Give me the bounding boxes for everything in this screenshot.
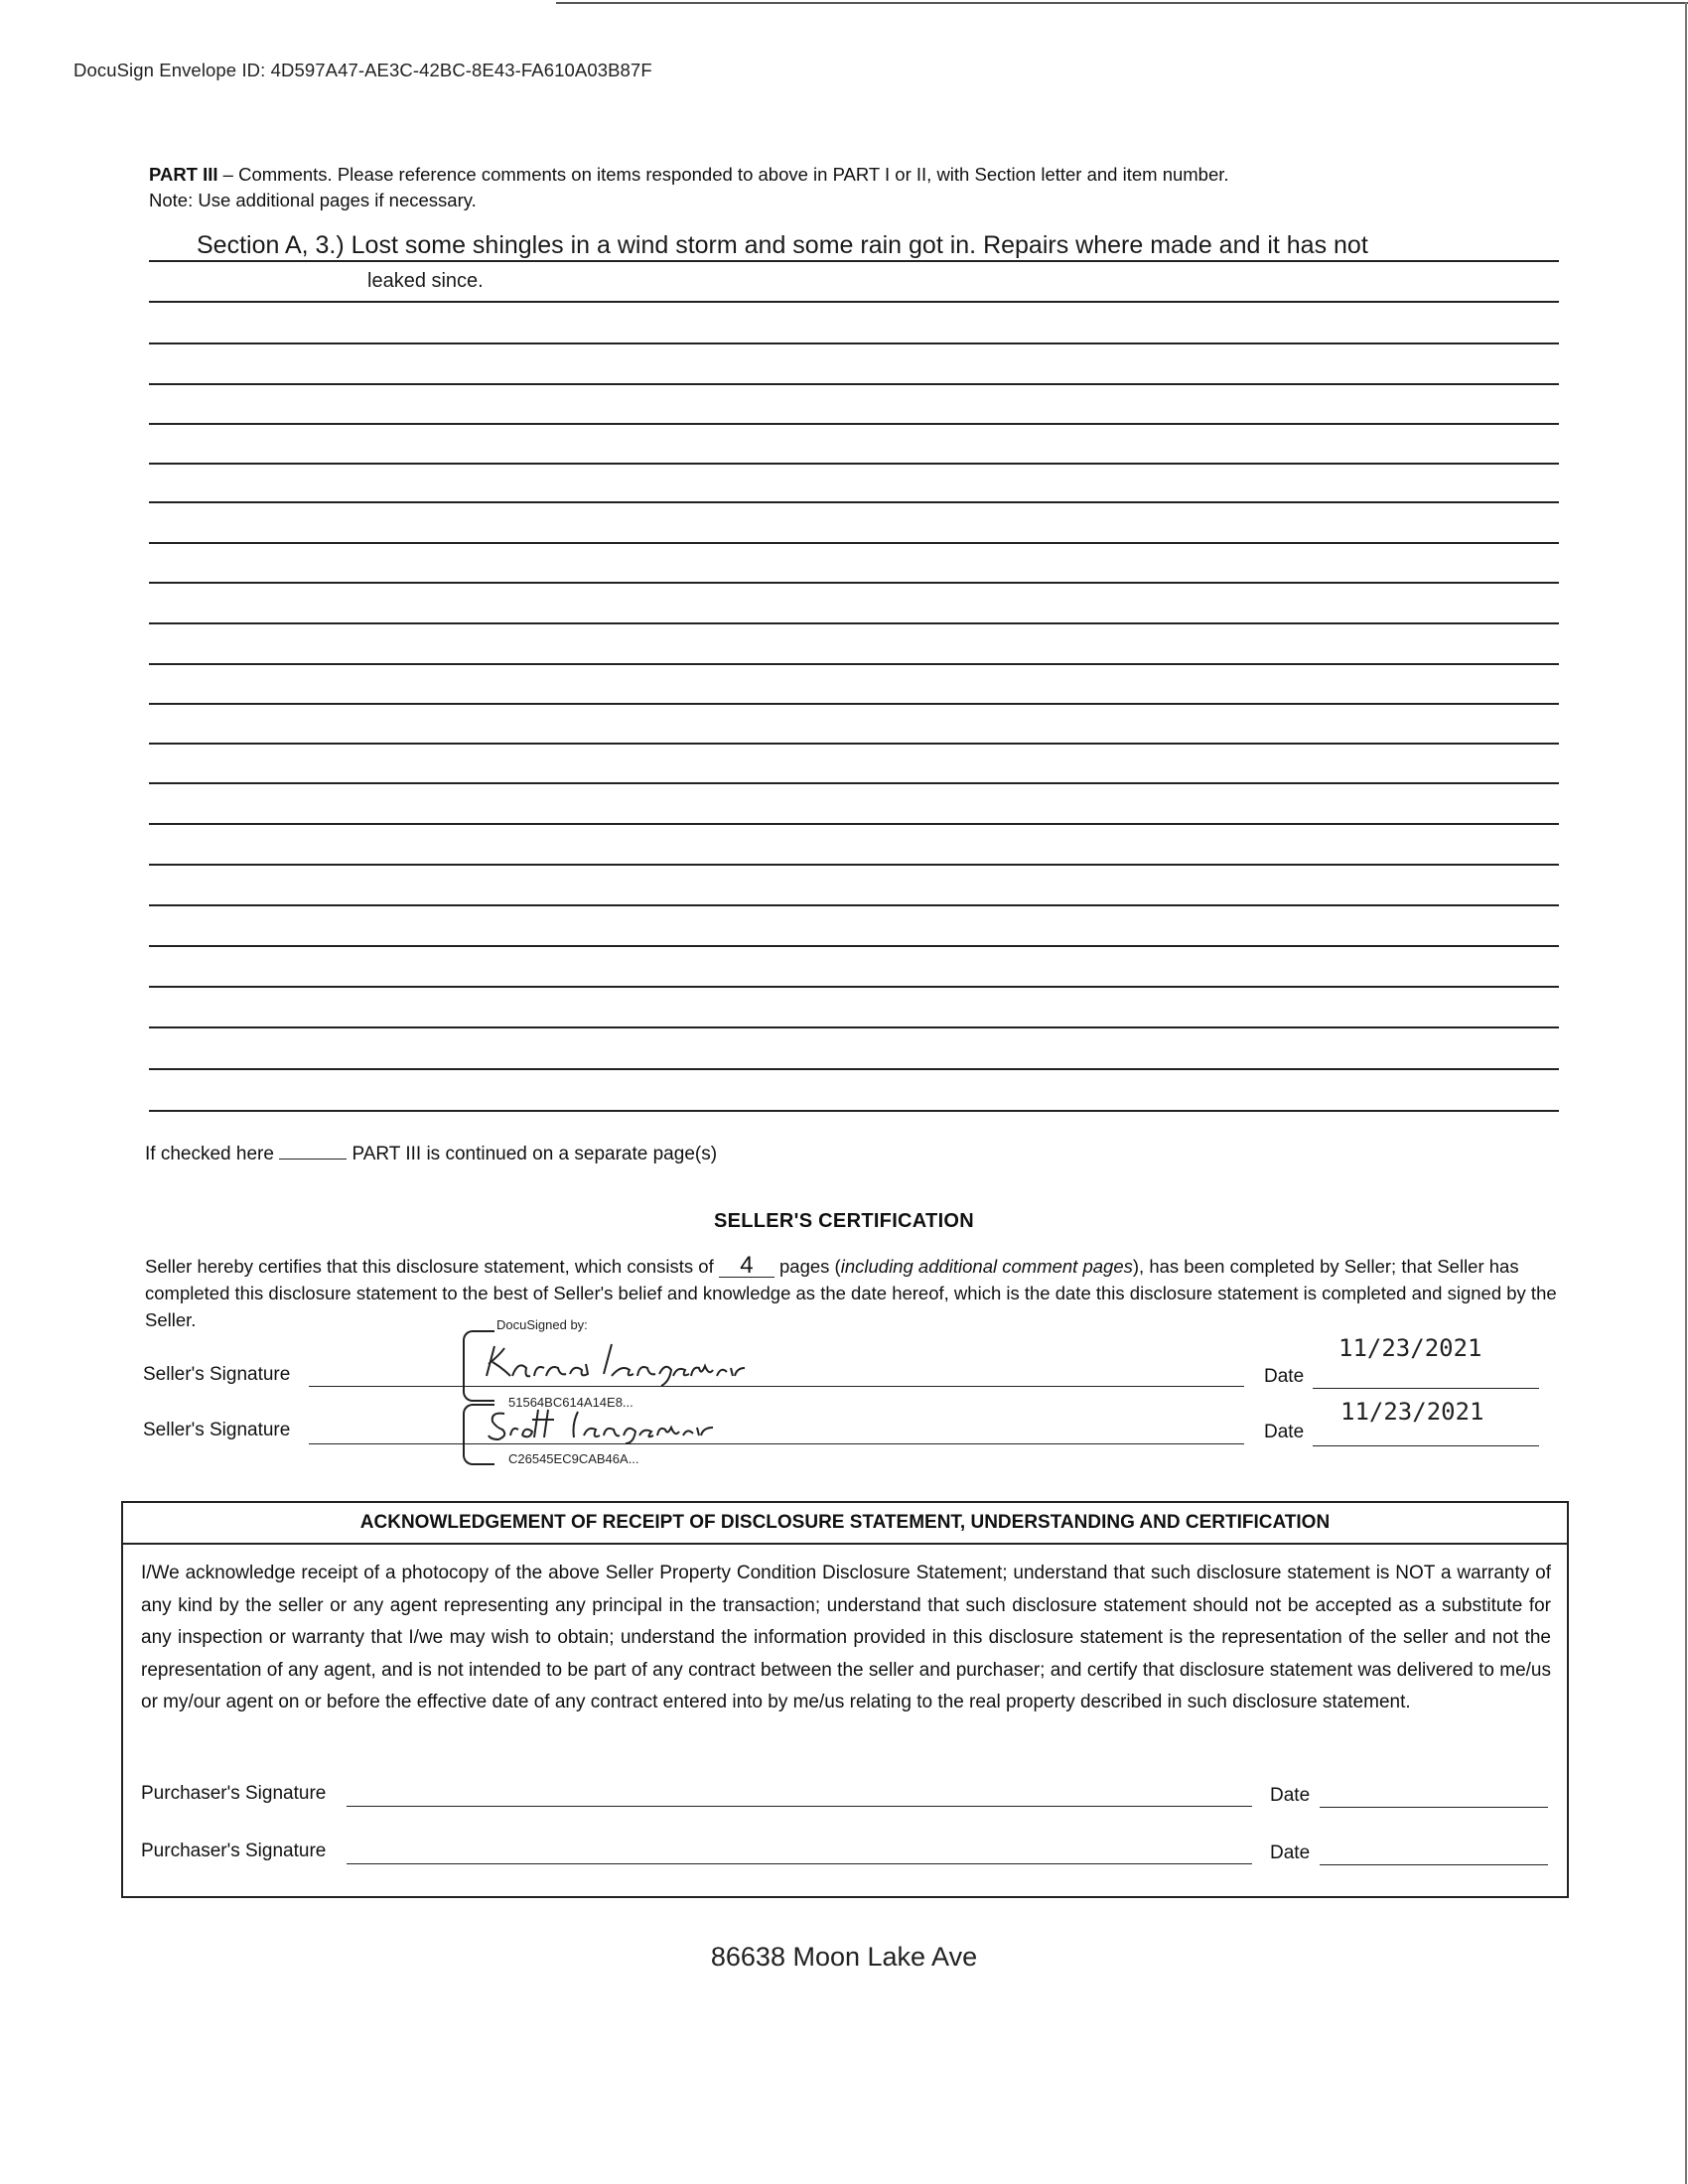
pages-count[interactable]: 4 — [719, 1255, 774, 1278]
purchaser-date-label-2: Date — [1270, 1843, 1311, 1863]
certification-text — [145, 1253, 1575, 1333]
comment-rule — [149, 782, 1559, 784]
part3-instructions: – Comments. Please reference comments on items responded to above in PART I or II, with Section letter and item number. — [217, 164, 1229, 185]
sign-date-2[interactable]: 11/23/2021 — [1340, 1398, 1484, 1426]
part3-heading — [149, 162, 1559, 213]
purchaser-date-line-2[interactable] — [1320, 1864, 1548, 1865]
docusign-envelope-id: DocuSign Envelope ID: 4D597A47-AE3C-42BC-8E43-FA610A03B87F — [73, 60, 652, 80]
comment-line-1[interactable]: Section A, 3.) Lost some shingles in a wind storm and some rain got in. Repairs where made and it has not — [197, 231, 1368, 259]
comment-rule — [149, 423, 1559, 425]
cert-text-1: Seller hereby certifies that this disclosure statement, which consists of — [145, 1256, 714, 1277]
cert-text-3: ), has been completed by Seller; that Seller has completed this disclosure statement to the best of Seller's belief and knowledge as the date hereof, which is the date this disclosure statement is completed and signed by the Seller. — [145, 1256, 1557, 1330]
comment-rule — [149, 463, 1559, 465]
comment-rule — [149, 904, 1559, 906]
seller-signature-label-1: Seller's Signature — [143, 1364, 291, 1385]
purchaser-signature-label-2: Purchaser's Signature — [141, 1841, 327, 1861]
comment-rule — [149, 864, 1559, 866]
seller-signature-line-1 — [309, 1386, 1244, 1387]
sign-date-1[interactable]: 11/23/2021 — [1338, 1334, 1482, 1362]
comment-rule — [149, 260, 1559, 262]
comment-rule — [149, 582, 1559, 584]
docusigned-by-label: DocuSigned by: — [496, 1317, 588, 1332]
cert-text-2: pages ( — [774, 1256, 841, 1277]
signature-karen-icon — [475, 1338, 753, 1388]
comment-rule — [149, 501, 1559, 503]
part3-label: PART III — [149, 164, 218, 185]
part3-note: Note: Use additional pages if necessary. — [149, 190, 477, 210]
acknowledgement-title: ACKNOWLEDGEMENT OF RECEIPT OF DISCLOSURE STATEMENT, UNDERSTANDING AND CERTIFICATION — [123, 1503, 1567, 1545]
comment-rule — [149, 342, 1559, 344]
comment-rule — [149, 663, 1559, 665]
comment-rule — [149, 986, 1559, 988]
purchaser-signature-line-2[interactable] — [347, 1863, 1252, 1864]
date-line-2 — [1313, 1445, 1539, 1446]
continued-checkbox[interactable] — [279, 1145, 347, 1160]
comment-rule — [149, 622, 1559, 624]
comment-rule — [149, 542, 1559, 544]
comment-rule — [149, 1026, 1559, 1028]
comment-line-2[interactable]: leaked since. — [367, 270, 484, 292]
seller-signature-1[interactable] — [475, 1338, 753, 1393]
seller-signature-2[interactable] — [483, 1406, 721, 1450]
purchaser-date-line-1[interactable] — [1320, 1807, 1548, 1808]
purchaser-signature-label-1: Purchaser's Signature — [141, 1783, 327, 1804]
comment-rule — [149, 383, 1559, 385]
purchaser-date-label-1: Date — [1270, 1785, 1311, 1806]
certification-title: SELLER'S CERTIFICATION — [713, 1210, 975, 1232]
scan-edge — [556, 2, 1688, 4]
date-label-2: Date — [1264, 1422, 1305, 1442]
cert-text-italic: including additional comment pages — [840, 1256, 1133, 1277]
signer-id-2: C26545EC9CAB46A... — [508, 1451, 639, 1466]
comment-rule — [149, 1068, 1559, 1070]
continued-note — [145, 1144, 717, 1165]
comment-rule — [149, 1110, 1559, 1112]
continued-prefix: If checked here — [145, 1144, 274, 1164]
comment-rule — [149, 743, 1559, 745]
seller-signature-line-2 — [309, 1443, 1244, 1444]
property-address: 86638 Moon Lake Ave — [710, 1942, 978, 1972]
comment-rule — [149, 823, 1559, 825]
comment-rule — [149, 945, 1559, 947]
acknowledgement-box — [121, 1501, 1569, 1898]
comment-rule — [149, 301, 1559, 303]
signature-scott-icon — [483, 1406, 721, 1445]
acknowledgement-body: I/We acknowledge receipt of a photocopy of the above Seller Property Condition Disclosure Statement; understand that such disclosure statement is NOT a warranty of any kind by the seller or any agent representing any principal in the transaction; understand that such disclosure statement should not be accepted as a substitute for any inspection or warranty that I/we may wish to obtain; understand the information provided in this disclosure statement is the representation of the seller and not the representation of any agent, and is not intended to be part of any contract between the seller and purchaser; and certify that disclosure statement was delivered to me/us or my/our agent on or before the effective date of any contract entered into by me/us relating to the real property described in such disclosure statement. — [141, 1563, 1551, 1712]
continued-suffix: PART III is continued on a separate page(s) — [352, 1144, 718, 1164]
purchaser-signature-line-1[interactable] — [347, 1806, 1252, 1807]
seller-signature-label-2: Seller's Signature — [143, 1420, 291, 1440]
date-label-1: Date — [1264, 1366, 1305, 1387]
scan-edge-right — [1685, 2, 1687, 2184]
signer-id-1: 51564BC614A14E8... — [508, 1395, 633, 1410]
date-line-1 — [1313, 1388, 1539, 1389]
comment-rule — [149, 703, 1559, 705]
